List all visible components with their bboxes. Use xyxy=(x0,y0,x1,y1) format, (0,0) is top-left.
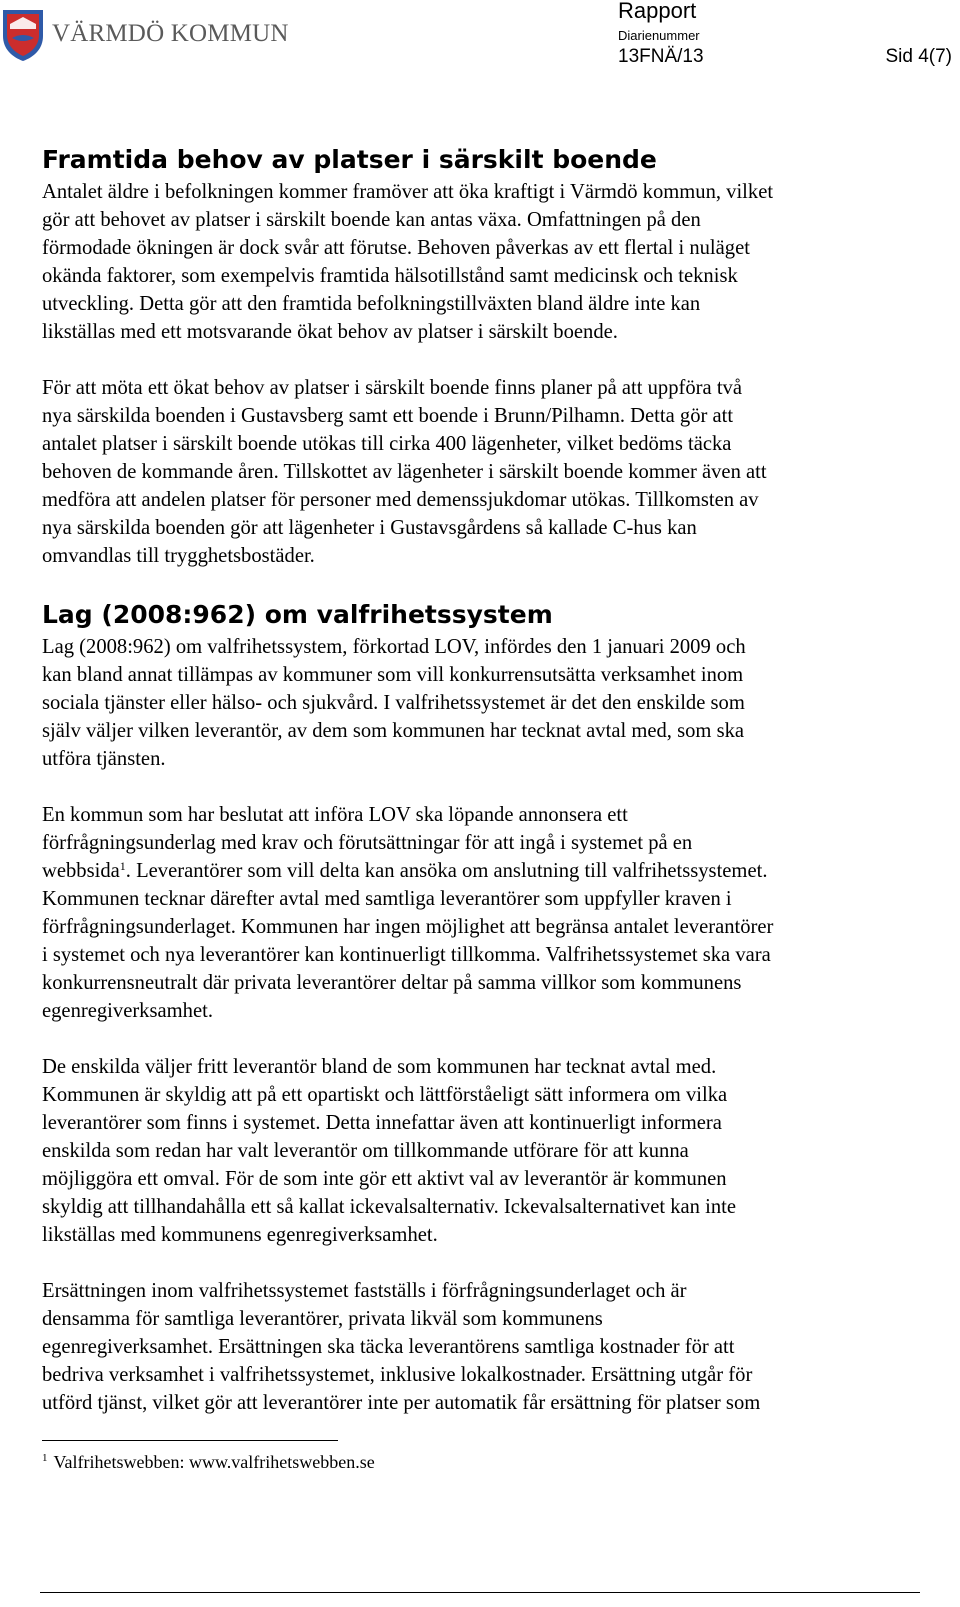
body-paragraph: De enskilda väljer fritt leverantör bland de som kommunen har tecknat avtal med. Kommunen är skyldig att på ett opartiskt och lättförståeligt sätt informera om vilka leverantörer som finns i systemet. Detta innefattar även att kontinuerligt informera enskilda som redan har valt leverantör om tillkommande utförare för att kunna möjliggöra ett omval. För de som inte gör ett aktivt val av leverantör är kommunen skyldig att tillhandahålla ett så kallat ickevalsalternativ. Ickevalsalternativet kan inte likställas med kommunens egenregiverksamhet. xyxy=(42,1056,737,1246)
body-paragraph: Antalet äldre i befolkningen kommer framöver att öka kraftigt i Värmdö kommun, vilket gör att behovet av platser i särskilt boende kan antas växa. Omfattningen på den förmodade ökningen är dock svår att förutse. Behoven påverkas av ett flertal i nuläget okända faktorer, som exempelvis framtida hälsotillstånd samt medicinsk och teknisk utveckling. Detta gör att den framtida befolkningstillväxten bland äldre inte kan likställas med ett motsvarande ökat behov av platser i särskilt boende. xyxy=(42,181,774,343)
body-paragraph-with-footnote xyxy=(42,801,917,1025)
body-paragraph: Ersättningen inom valfrihetssystemet fastställs i förfrågningsunderlaget och är densamma för samtliga leverantörer, privata likväl som kommunens egenregiverksamhet. Ersättningen ska täcka leverantörens samtliga kostnader för att bedriva verksamhet i valfrihetssystemet, inklusive lokalkostnader. Ersättning utgår för utförd tjänst, vilket gör att leverantörer inte per automatik får ersättning för platser som xyxy=(42,1280,761,1414)
document-type: Rapport xyxy=(618,0,697,23)
municipality-logo xyxy=(0,8,289,62)
section-heading-future-need: Framtida behov av platser i särskilt boende xyxy=(42,145,657,174)
footnote-number: 1 xyxy=(42,1452,48,1464)
footnote-text: Valfrihetswebben: www.valfrihetswebben.se xyxy=(53,1452,375,1472)
paragraph-text: . Leverantörer som vill delta kan ansöka om anslutning till valfrihetssystemet. Kommunen tecknar därefter avtal med samtliga leverantörer som uppfyller kraven i förfrågningsunderlaget. Kommunen har ingen möjlighet att begränsa antalet leverantörer i systemet och nya leverantörer kan kontinuerligt tillkomma. Valfrihetssystemet ska vara konkurrensneutralt där privata leverantörer deltar på samma villkor som kommunens egenregiverksamhet. xyxy=(42,860,774,1022)
document-body xyxy=(42,143,917,1445)
footnote-reference: 1 xyxy=(119,859,126,873)
paragraph-text: En kommun som har beslutat att införa LOV ska löpande annonsera ett förfrågningsunderlag med krav och förutsättningar för att ingå i systemet på en webbsida xyxy=(42,804,693,882)
page-bottom-rule xyxy=(40,1592,920,1593)
footnote xyxy=(42,1452,375,1473)
diarie-number: 13FNÄ/13 xyxy=(618,46,704,67)
body-paragraph: För att möta ett ökat behov av platser i särskilt boende finns planer på att uppföra två nya särskilda boenden i Gustavsberg samt ett boende i Brunn/Pilhamn. Detta gör att antalet platser i särskilt boende utökas till cirka 400 lägenheter, vilket bedöms täcka behoven de kommande åren. Tillskottet av lägenheter i särskilt boende kommer även att medföra att andelen platser för personer med demenssjukdomar utökas. Tillkomsten av nya särskilda boenden gör att lägenheter i Gustavsgårdens så kallade C-hus kan omvandlas till trygghetsbostäder. xyxy=(42,377,767,567)
body-paragraph: Lag (2008:962) om valfrihetssystem, förkortad LOV, infördes den 1 januari 2009 och kan bland annat tillämpas av kommuner som vill konkurrensutsätta verksamhet inom sociala tjänster eller hälso- och sjukvård. I valfrihetssystemet är det den enskilde som själv väljer vilken leverantör, av dem som kommunen har tecknat avtal med, som ska utföra tjänsten. xyxy=(42,636,746,770)
coat-of-arms-icon xyxy=(0,8,46,62)
logo-org-name: VÄRMDÖ KOMMUN xyxy=(52,20,289,47)
diarie-label: Diarienummer xyxy=(618,28,700,43)
page-number: Sid 4(7) xyxy=(885,46,952,67)
section-heading-lov: Lag (2008:962) om valfrihetssystem xyxy=(42,600,553,629)
footnote-divider xyxy=(42,1440,338,1441)
